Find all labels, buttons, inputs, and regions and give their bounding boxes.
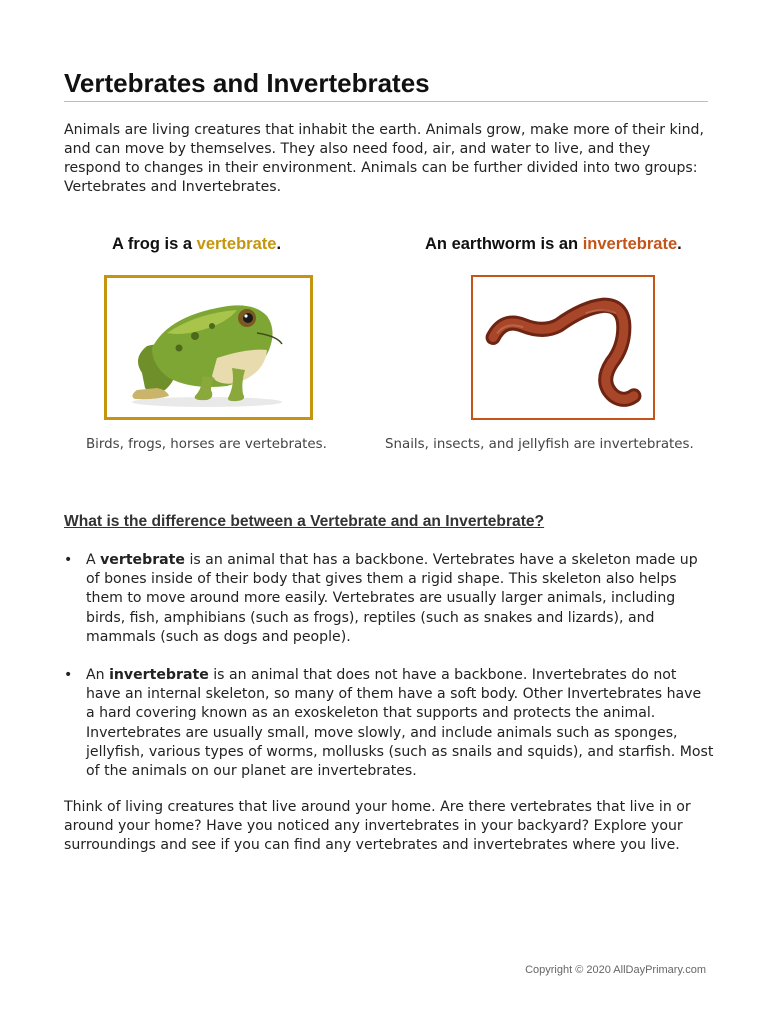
frog-heading: [112, 235, 281, 254]
bullet-term: invertebrate: [109, 667, 209, 684]
bullet-lead: An: [86, 667, 110, 684]
earthworm-heading: [425, 235, 682, 254]
frog-heading-prefix: A frog is a: [112, 235, 197, 253]
frog-heading-suffix: .: [276, 235, 282, 253]
bullet-text: is an animal that has a backbone. Vertebrates have a skeleton made up of bones inside of their body that gives them a rigid shape. This skeleton also helps them to move around more easily. Vertebrates are usually larger animals, including birds, fish, amphibians (such as frogs), reptiles (such as snakes and lizards), and mammals (such as dogs and people).: [86, 552, 698, 645]
earthworm-heading-keyword: invertebrate: [582, 235, 678, 253]
title-divider: [64, 101, 708, 102]
invertebrate-caption: Snails, insects, and jellyfish are invertebrates.: [385, 437, 694, 452]
earthworm-photo-frame: [471, 275, 655, 420]
intro-paragraph: Animals are living creatures that inhabit the earth. Animals grow, make more of their kind, and can move by themselves. They also need food, air, and water to live, and they respond to changes in their environment. Animals can be further divided into two groups: Vertebrates and Invertebrates.: [64, 122, 704, 195]
bullet-symbol: •: [64, 667, 73, 684]
page-title: Vertebrates and Invertebrates: [64, 68, 430, 98]
bullet-lead: A: [86, 552, 101, 568]
invertebrate-definition: [64, 666, 714, 781]
frog-heading-keyword: vertebrate: [196, 235, 277, 253]
frog-photo-frame: [104, 275, 313, 420]
vertebrate-definition: [64, 551, 714, 647]
closing-paragraph: Think of living creatures that live around your home. Are there vertebrates that live in or around your home? Have you noticed any invertebrates in your backyard? Explore your surroundings and see if you can find any vertebrates and invertebrates where you live.: [64, 799, 691, 854]
copyright-notice: Copyright © 2020 AllDayPrimary.com: [525, 964, 706, 976]
bullet-term: vertebrate: [100, 552, 185, 568]
bullet-text: is an animal that does not have a backbone. Invertebrates do not have an internal skeleton, so many of them have a soft body. Other Invertebrates have a hard covering known as an exoskeleton that supports and protects the animal. Invertebrates are usually small, move slowly, and include animals such as sponges, jellyfish, various types of worms, mollusks (such as snails and squids), and starfish. Most of the animals on our planet are invertebrates.: [86, 667, 714, 780]
bullet-symbol: •: [64, 552, 73, 568]
earthworm-heading-suffix: .: [677, 235, 682, 253]
earthworm-photo: [473, 277, 653, 418]
definition-list: [64, 551, 714, 800]
difference-subheading: What is the difference between a Vertebrate and an Invertebrate?: [64, 513, 545, 530]
frog-photo: [107, 278, 310, 417]
vertebrate-caption: Birds, frogs, horses are vertebrates.: [86, 437, 327, 452]
earthworm-heading-prefix: An earthworm is an: [425, 235, 583, 253]
